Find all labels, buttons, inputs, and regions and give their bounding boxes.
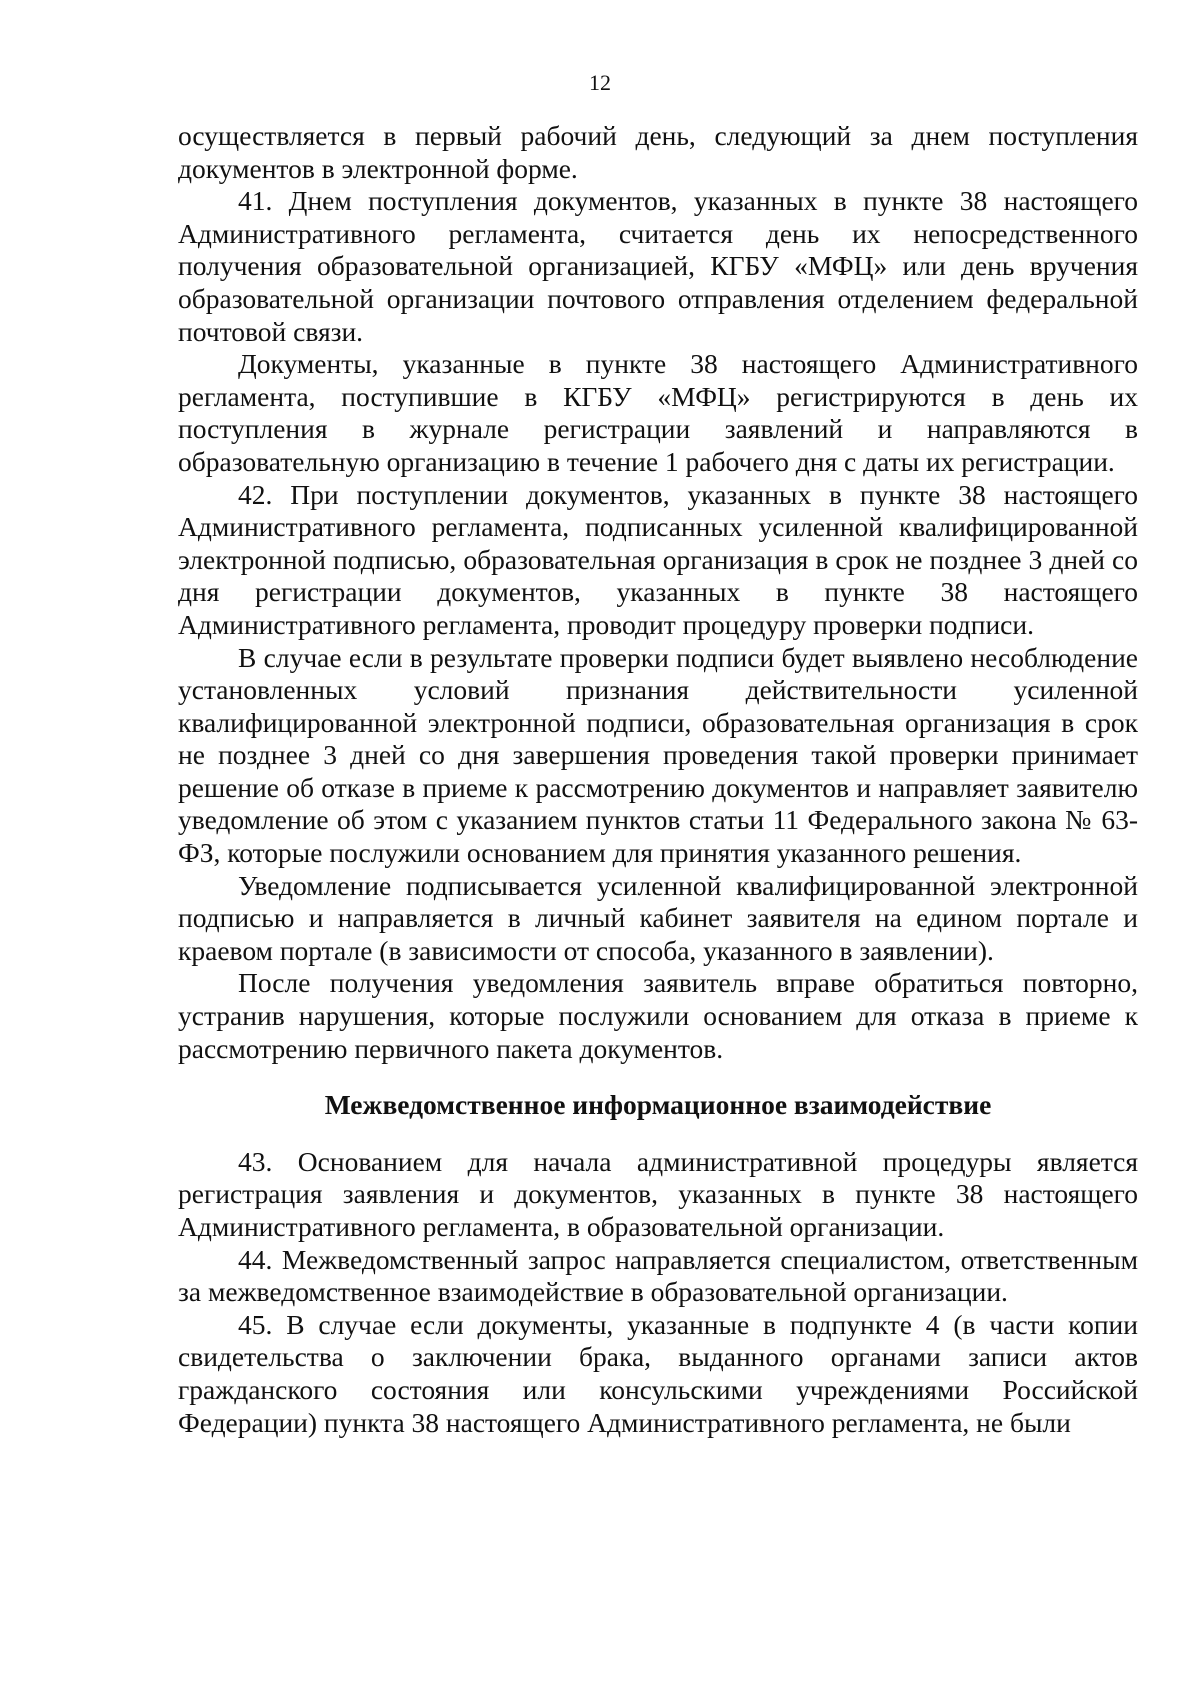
paragraph-41: 41. Днем поступления документов, указанных в пункте 38 настоящего Административного регламента, считается день их непосредственного получения образовательной организацией, КГБУ «МФЦ» или день вручения образовательной организации почтового отправления отделением федеральной почтовой связи.	[178, 185, 1138, 347]
document-body	[178, 120, 1138, 1439]
page-number: 12	[589, 70, 611, 95]
paragraph-documents-mfc: Документы, указанные в пункте 38 настоящего Административного регламента, поступившие в КГБУ «МФЦ» регистрируются в день их поступления в журнале регистрации заявлений и направляются в образовательную организацию в течение 1 рабочего дня с даты их регистрации.	[178, 348, 1138, 477]
paragraph-45: 45. В случае если документы, указанные в подпункте 4 (в части копии свидетельства о заключении брака, выданного органами записи актов гражданского состояния или консульскими учреждениями Российской Федерации) пункта 38 настоящего Административного регламента, не были	[178, 1308, 1138, 1438]
section-heading: Межведомственное информационное взаимодействие	[324, 1089, 992, 1121]
paragraph-signature-check: В случае если в результате проверки подписи будет выявлено несоблюдение установленных условий признания действительности усиленной квалифицированной электронной подписи, образовательная организация в срок не позднее 3 дней со дня завершения проведения такой проверки принимает решение об отказе в приеме к рассмотрению документов и направляет заявителю уведомление об этом с указанием пунктов статьи 11 Федерального закона № 63-ФЗ, которые послужили основанием для принятия указанного решения.	[178, 641, 1138, 869]
paragraph-continuation: осуществляется в первый рабочий день, следующий за днем поступления документов в электронной форме.	[178, 120, 1138, 184]
paragraph-43: 43. Основанием для начала административной процедуры является регистрация заявления и документов, указанных в пункте 38 настоящего Административного регламента, в образовательной организации.	[178, 1145, 1138, 1242]
paragraph-44: 44. Межведомственный запрос направляется специалистом, ответственным за межведомственное взаимодействие в образовательной организации.	[178, 1243, 1138, 1308]
paragraph-42: 42. При поступлении документов, указанных в пункте 38 настоящего Административного регламента, подписанных усиленной квалифицированной электронной подписью, образовательная организация в срок не позднее 3 дней со дня регистрации документов, указанных в пункте 38 настоящего Административного регламента, проводит процедуру проверки подписи.	[178, 478, 1138, 640]
paragraph-resubmission: После получения уведомления заявитель вправе обратиться повторно, устранив нарушения, которые послужили основанием для отказа в приеме к рассмотрению первичного пакета документов.	[178, 967, 1138, 1064]
paragraph-notification: Уведомление подписывается усиленной квалифицированной электронной подписью и направляется в личный кабинет заявителя на едином портале и краевом портале (в зависимости от способа, указанного в заявлении).	[178, 869, 1138, 966]
